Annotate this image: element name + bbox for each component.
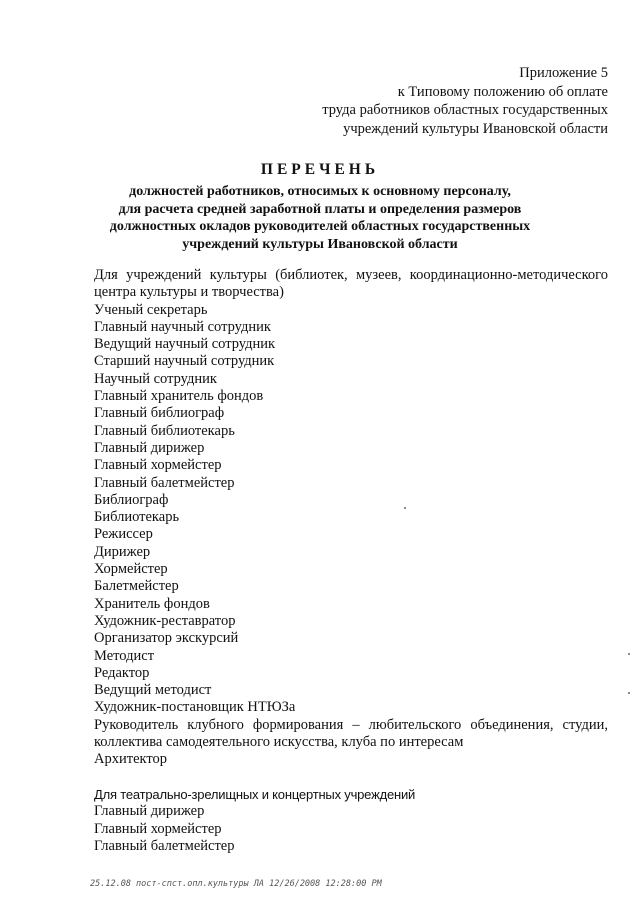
list-item: Главный хранитель фондов — [94, 388, 264, 405]
list-item: Главный дирижер — [94, 439, 205, 456]
list-item: Главный дирижер — [94, 803, 205, 820]
list-item: Хормейстер — [94, 561, 168, 578]
list-item: Дирижер — [94, 543, 151, 560]
club-item-line-2: коллектива самодеятельного искусства, клуба по интересам — [94, 734, 464, 751]
section2-heading: Для театрально-зрелищных и концертных учреждений — [94, 786, 416, 802]
club-item-line-1: Руководитель клубного формирования – любительского объединения, студии, — [94, 716, 608, 733]
document-title: ПЕРЕЧЕНЬ — [260, 161, 380, 178]
subtitle-line-3: должностных окладов руководителей областных государственных — [109, 219, 531, 234]
subtitle-line-4: учреждений культуры Ивановской области — [182, 236, 458, 252]
list-item: Старший научный сотрудник — [94, 353, 275, 370]
subtitle-line-1: должностей работников, относимых к основному персоналу, — [129, 184, 511, 199]
appendix-reference-line-2: труда работников областных государственных — [322, 102, 608, 118]
section2-items — [94, 803, 608, 855]
section-spacer — [94, 769, 608, 786]
list-item: Балетмейстер — [94, 578, 179, 595]
list-item: Главный библиотекарь — [94, 422, 235, 439]
list-item: Хранитель фондов — [94, 595, 210, 612]
list-item: Главный библиограф — [94, 405, 225, 422]
file-path-footer: 25.12.08 пост-спст.опл.культуры ЛА 12/26/2008 12:28:00 PM — [90, 879, 382, 889]
section1-heading-line-2: центра культуры и творчества) — [94, 284, 284, 301]
list-item: Научный сотрудник — [94, 370, 217, 387]
list-item: Главный хормейстер — [94, 820, 222, 837]
list-item: Главный балетмейстер — [94, 837, 235, 854]
list-item: Архитектор — [94, 751, 168, 768]
list-item: Библиограф — [94, 491, 169, 508]
list-item: Главный хормейстер — [94, 457, 222, 474]
list-item: Ведущий научный сотрудник — [94, 336, 276, 353]
appendix-number: Приложение 5 — [519, 65, 608, 81]
section1-heading-line-1: Для учреждений культуры (библиотек, музеев, координационно-методического — [94, 267, 608, 283]
list-item: Редактор — [94, 664, 150, 681]
subtitle-line-2: для расчета средней заработной платы и определения размеров — [118, 201, 522, 217]
section1-items — [94, 302, 608, 769]
list-item: Главный балетмейстер — [94, 474, 235, 491]
appendix-reference-line-3: учреждений культуры Ивановской области — [343, 120, 608, 137]
list-item: Художник-постановщик НТЮЗа — [94, 699, 296, 716]
scan-speck — [628, 653, 630, 655]
list-item: Главный научный сотрудник — [94, 318, 271, 335]
positions-list — [94, 267, 608, 855]
appendix-header — [278, 64, 608, 138]
document-title-block — [60, 159, 580, 253]
scan-speck — [628, 692, 630, 694]
scan-speck — [404, 507, 406, 509]
list-item: Библиотекарь — [94, 509, 180, 526]
list-item: Организатор экскурсий — [94, 630, 239, 647]
list-item: Художник-реставратор — [94, 612, 236, 629]
list-item: Ученый секретарь — [94, 301, 208, 318]
list-item: Ведущий методист — [94, 682, 212, 699]
appendix-reference-line-1: к Типовому положению об оплате — [397, 83, 608, 100]
list-item: Режиссер — [94, 526, 153, 543]
document-subtitle — [60, 183, 580, 253]
list-item: Методист — [94, 647, 155, 664]
